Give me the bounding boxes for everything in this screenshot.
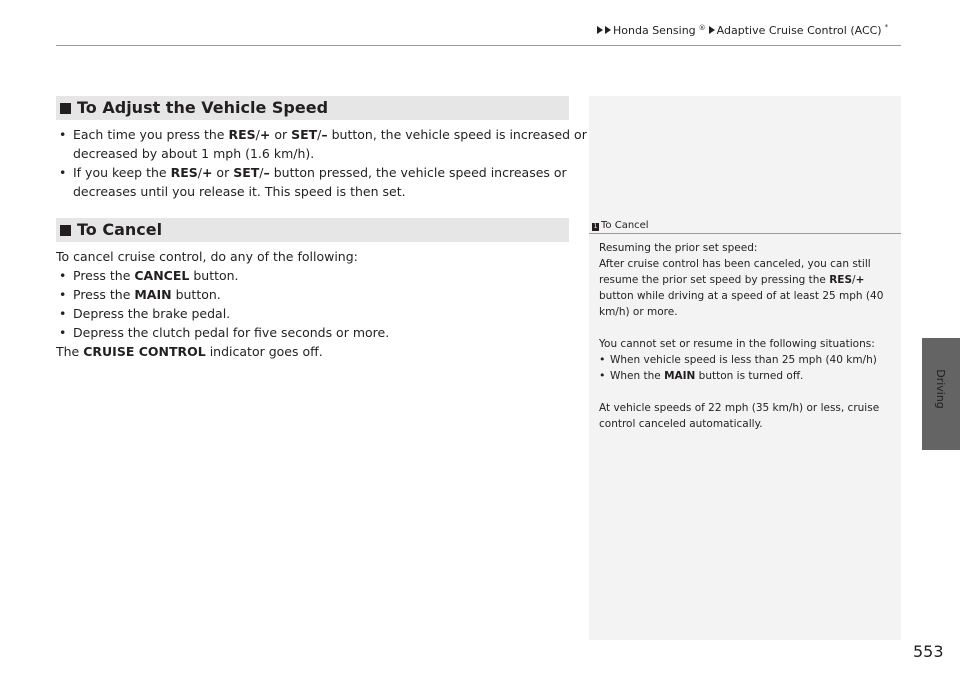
note-list-item: • When vehicle speed is less than 25 mph (40 km/h) (599, 352, 899, 368)
res-button-label: RES (170, 165, 198, 180)
list-item: • Depress the clutch pedal for five seconds or more. (56, 323, 571, 342)
list-item: • Press the MAIN button. (56, 285, 571, 304)
main-button-label: MAIN (664, 370, 696, 382)
section-title: To Adjust the Vehicle Speed (77, 98, 329, 117)
chapter-tab-label: Driving (934, 369, 947, 409)
note-divider (589, 233, 901, 234)
breadcrumb (597, 20, 888, 38)
set-button-label: SET (233, 165, 260, 180)
arrow-right-icon (597, 26, 603, 34)
breadcrumb-acc[interactable]: Adaptive Cruise Control (ACC) (716, 24, 882, 37)
list-item: • Each time you press the RES/+ or SET/– button, the vehicle speed is increased or decreased by about 1 mph (1.6 km/h). (56, 125, 571, 163)
cancel-outro: The CRUISE CONTROL indicator goes off. (56, 344, 323, 359)
arrow-right-icon (709, 26, 715, 34)
square-icon (60, 225, 71, 236)
list-item: • If you keep the RES/+ or SET/– button pressed, the vehicle speed increases or decreases until you release it. This speed is then set. (56, 163, 571, 201)
plus-label: + (855, 274, 865, 286)
plus-label: + (259, 127, 271, 142)
arrow-right-icon (605, 26, 611, 34)
note-list-item: • When the MAIN button is turned off. (599, 368, 899, 384)
page-number: 553 (913, 642, 944, 661)
note-title: 1 To Cancel (593, 220, 649, 231)
res-button-label: RES (228, 127, 256, 142)
registered-mark: ® (698, 24, 706, 32)
plus-label: + (201, 165, 213, 180)
cancel-instructions (56, 247, 571, 361)
cancel-intro: To cancel cruise control, do any of the following: (56, 249, 358, 264)
list-item: • Press the CANCEL button. (56, 266, 571, 285)
section-heading-adjust-speed (56, 96, 569, 120)
minus-label: – (263, 165, 270, 180)
list-item: • Depress the brake pedal. (56, 304, 571, 323)
adjust-instructions (56, 125, 587, 201)
asterisk-mark: * (884, 23, 889, 31)
minus-label: – (321, 127, 328, 142)
main-button-label: MAIN (134, 287, 172, 302)
res-button-label: RES (829, 274, 853, 286)
note-body: Resuming the prior set speed: After cruise control has been canceled, you can still resume the prior set speed by pressing the RES/+ button while driving at a speed of at least 25 mph (40 km/h) or more. You cannot set or resume in the following situations: • When vehicle speed is less than 25 mph (40 km/h) • When the MAIN button is turned off. At vehicle speeds of 22 mph (35 km/h) or less, cruise control canceled automatically. (599, 240, 899, 432)
section-heading-cancel (56, 218, 569, 242)
set-button-label: SET (291, 127, 318, 142)
note-marker-icon: 1 (593, 223, 598, 230)
section-title: To Cancel (77, 220, 163, 239)
square-icon (60, 103, 71, 114)
cruise-control-indicator-label: CRUISE CONTROL (83, 344, 206, 359)
breadcrumb-honda-sensing[interactable]: Honda Sensing (613, 24, 696, 37)
header-divider (56, 45, 901, 46)
cancel-button-label: CANCEL (134, 268, 190, 283)
